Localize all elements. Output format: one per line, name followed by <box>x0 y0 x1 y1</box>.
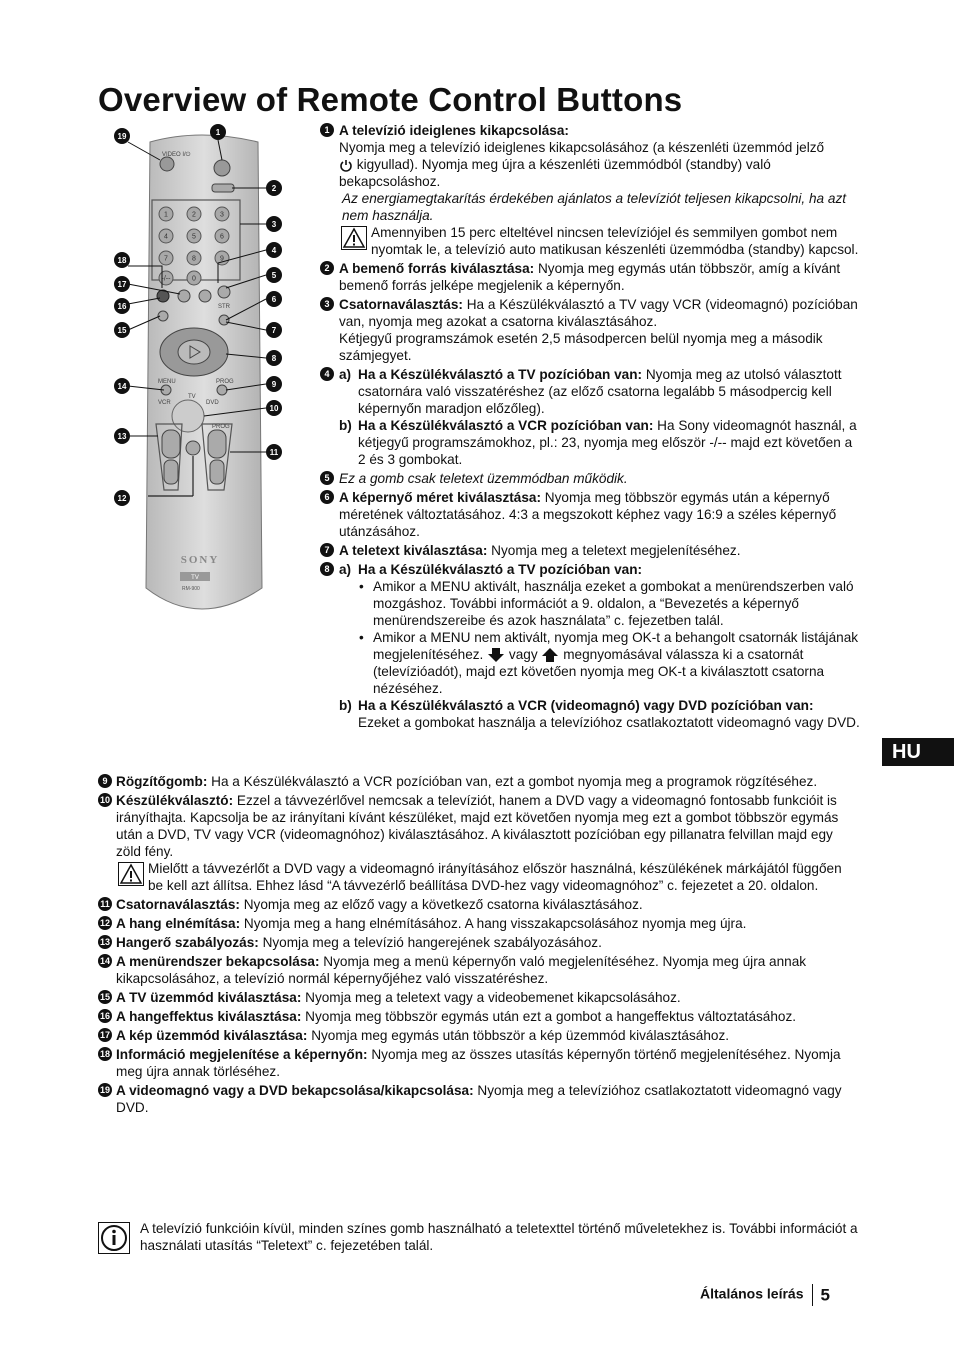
callout-number: 18 <box>117 256 127 265</box>
digit-label: -/-- <box>161 275 171 283</box>
item-heading: Hangerő szabályozás: <box>116 935 259 950</box>
remote-label-vcr: VCR <box>158 400 171 406</box>
remote-label-prog-top: PROG <box>216 379 234 385</box>
digit-label: 7 <box>164 255 168 263</box>
callout-number: 8 <box>271 354 277 363</box>
item-text: Nyomja meg többször egymás után ezt a gombot a hangeffektus változtatásához. <box>305 1009 797 1024</box>
callout-number: 13 <box>117 432 127 441</box>
item-15 <box>98 989 860 1006</box>
callout-number: 9 <box>271 380 277 389</box>
remote-label-video: VIDEO I/⏻ <box>162 152 191 158</box>
item-text: Nyomja meg többször egymás után a képernyő méretének változtatásához. 4:3 a megszokott képhez vagy 16:9 a széles képernyő utánzásához. <box>339 490 837 539</box>
bullet-item: • Amikor a MENU nem aktivált, nyomja meg OK-t a behangolt csatornák listájának megjelenítéséhez. vagy megnyomásával válassza ki a csatornát (televízióadót), majd ezt követően nyomja meg OK-t a kiválasztott csatorna nézéséhez. <box>357 629 860 697</box>
item-12 <box>98 915 860 932</box>
language-tab: HU <box>882 738 954 766</box>
item-text: Nyomja meg a menü képernyőn való megjelenítéséhez. Nyomja meg újra annak kikapcsolásához, a televízió normál képernyőjéhez való visszatéréshez. <box>116 954 807 986</box>
item-text: Nyomja meg a televízió hangerejének szabályozásához. <box>262 935 602 950</box>
item-text: Nyomja meg a teletext megjelenítéséhez. <box>491 543 741 558</box>
item-number: 10 <box>99 795 110 805</box>
callout-number: 7 <box>271 326 277 335</box>
page-number: 5 <box>820 1285 830 1305</box>
item-heading: Csatornaválasztás: <box>339 297 463 312</box>
warning-note: Mielőtt a távvezérlőt a DVD vagy a videomagnó irányításához először használná, készülékének márkájától függően be kell azt állítsa. Ehhez lásd “A távvezérlő beállítása DVD-hez vagy videomagnóhoz” c. fejezetet a 20. oldalon. <box>116 860 860 894</box>
info-icon <box>98 1222 130 1254</box>
item-heading: Információ megjelenítése a képernyőn: <box>116 1047 368 1062</box>
digit-label: 5 <box>192 233 196 241</box>
instructions-full-width <box>98 773 860 1118</box>
remote-label-tv: TV <box>188 394 196 400</box>
item-heading: Rögzítőgomb: <box>116 774 208 789</box>
remote-label-menu: MENU <box>158 379 176 385</box>
item-number: 11 <box>98 897 112 911</box>
item-6 <box>320 489 860 540</box>
remote-label-prog: PROG <box>212 424 230 430</box>
item-number: 16 <box>99 1011 110 1021</box>
item-number: 2 <box>320 261 334 275</box>
bullet-item: • Amikor a MENU aktivált, használja ezeket a gombokat a menürendszerben való mozgáshoz. További információt a 9. oldalon, a “Bevezetés a képernyő menürendszereibe és azok használata” c. fejezetben talál. <box>357 578 860 629</box>
callout-number: 6 <box>271 295 277 304</box>
item-text: Nyomja meg az előző vagy a következő csatorna kiválasztásához. <box>243 897 643 912</box>
item-heading: A kép üzemmód kiválasztása: <box>116 1028 308 1043</box>
callout-number: 19 <box>117 132 127 141</box>
remote-label-dvd: DVD <box>206 400 219 406</box>
callout-number: 12 <box>117 494 127 503</box>
item-heading: A bemenő forrás kiválasztása: <box>339 261 535 276</box>
item-text: Nyomja meg az összes utasítás képernyőn történő megjelenítéséhez. Nyomja meg újra annak törléséhez. <box>116 1047 841 1079</box>
item-heading: A képernyő méret kiválasztása: <box>339 490 541 505</box>
item-text: Kétjegyű programszámok esetén 2,5 másodpercen belül nyomja meg a második számjegyet. <box>339 331 823 363</box>
digit-label: 6 <box>220 233 224 241</box>
arrow-down-icon <box>487 648 505 662</box>
item-1 <box>320 122 860 258</box>
item-number: 14 <box>99 956 110 966</box>
digit-label: 8 <box>192 255 196 263</box>
item-4 <box>320 366 860 468</box>
digit-label: 1 <box>164 211 168 219</box>
warning-icon <box>118 862 144 886</box>
remote-model: RM-900 <box>182 586 200 592</box>
callout-number: 15 <box>117 326 127 335</box>
item-8 <box>320 561 860 731</box>
item-3 <box>320 296 860 364</box>
callout-number: 3 <box>271 220 277 229</box>
item-number: 19 <box>99 1085 110 1095</box>
item-heading: A teletext kiválasztása: <box>339 543 488 558</box>
item-italic-note: Az energiamegtakarítás érdekében ajánlatos a televíziót teljesen kikapcsolni, ha azt nem használja. <box>342 191 847 223</box>
item-18 <box>98 1046 860 1080</box>
footer-divider <box>812 1284 813 1306</box>
item-14 <box>98 953 860 987</box>
item-number: 1 <box>320 123 334 137</box>
section-name: Általános leírás <box>700 1285 804 1302</box>
item-heading: A TV üzemmód kiválasztása: <box>116 990 302 1005</box>
page-footer <box>700 1284 830 1306</box>
callout-number: 11 <box>269 448 279 457</box>
callout-number: 5 <box>271 271 277 280</box>
item-number: 13 <box>99 937 110 947</box>
item-13 <box>98 934 860 951</box>
item-17 <box>98 1027 860 1044</box>
callout-number: 10 <box>269 404 279 413</box>
sub-item-a: a) Ha a Készülékválasztó a TV pozícióban van: <box>339 562 643 577</box>
warning-note: Amennyiben 15 perc elteltével nincsen televíziójel és semmilyen gombot nem nyomtak le, a televízió auto matikusan készenléti üzemmódba (standby) kapcsol. <box>339 224 860 258</box>
sub-item-a: a) Ha a Készülékválasztó a TV pozícióban van: Nyomja meg az utolsó választott csatornára való visszatéréshez (az előző csatorna legalább 5 másodpercig kell képernyőn maradjon előzőleg). <box>339 367 842 416</box>
item-16 <box>98 1008 860 1025</box>
item-number: 7 <box>320 543 334 557</box>
item-text: Nyomja meg a hang elnémításához. A hang visszakapcsolásához nyomja meg újra. <box>243 916 747 931</box>
callout-number: 2 <box>271 184 277 193</box>
callout-number: 16 <box>117 302 127 311</box>
item-heading: A videomagnó vagy a DVD bekapcsolása/kikapcsolása: <box>116 1083 474 1098</box>
info-note <box>98 1220 858 1254</box>
item-number: 15 <box>99 992 110 1002</box>
item-heading: Csatornaválasztás: <box>116 897 240 912</box>
digit-label: 9 <box>220 255 224 263</box>
item-number: 8 <box>320 562 334 576</box>
warning-icon <box>341 226 367 250</box>
item-number: 9 <box>98 774 112 788</box>
sub-item-b: b) Ha a Készülékválasztó a VCR (videomagnó) vagy DVD pozícióban van: Ezeket a gombokat használja a televízióhoz csatlakoztatott videomagnó vagy DVD. <box>339 698 860 730</box>
item-number: 4 <box>320 367 334 381</box>
item-text: Ezzel a távvezérlővel nemcsak a televíziót, hanem a DVD vagy a videomagnó fontosabb funkcióit is irányíthajta. Kapcsolja be az irányítani kívánt készüléket, majd ezt követően nyomja meg ezt a gombot többször egymás után a DVD, TV vagy VCR (videomagnóhoz) kiválasztásához. A kiválasztott pozícióban egy pillanatra felvillan majd egy zöld fény. <box>116 793 839 859</box>
item-text: Nyomja meg a televízióhoz csatlakoztatott videomagnó vagy DVD. <box>116 1083 842 1115</box>
digit-label: 0 <box>192 275 196 283</box>
item-7 <box>320 542 860 559</box>
item-number: 5 <box>320 471 334 485</box>
remote-control-illustration <box>108 118 308 638</box>
item-19 <box>98 1082 860 1116</box>
item-number: 6 <box>320 490 334 504</box>
info-note-text: A televízió funkcióin kívül, minden színes gomb használható a teletexttel történő műveletekhez is. További információt a használati utasítás “Teletext” c. fejezetében talál. <box>140 1221 858 1253</box>
item-2 <box>320 260 860 294</box>
item-heading: A hang elnémítása: <box>116 916 241 931</box>
item-number: 17 <box>99 1030 110 1040</box>
item-number: 18 <box>99 1049 110 1059</box>
arrow-up-icon <box>541 648 559 662</box>
digit-label: 4 <box>164 233 168 241</box>
item-9 <box>98 773 860 790</box>
callout-number: 4 <box>271 246 277 255</box>
item-10 <box>98 792 860 894</box>
item-11 <box>98 896 860 913</box>
item-heading: A televízió ideiglenes kikapcsolása: <box>339 123 569 138</box>
callout-number: 17 <box>117 280 127 289</box>
sub-item-b: b) Ha a Készülékválasztó a VCR pozícióban van: Ha Sony videomagnót használ, a kétjegyű programszámokhoz, pl.: 23, nyomja meg először -/-- majd ezt követően a 2 és 3 gombokat. <box>339 418 857 467</box>
item-text: Nyomja meg egymás után többször, amíg a kívánt bemenő forrás jelképe megjelenik a képernyőn. <box>339 261 841 293</box>
page-title: Overview of Remote Control Buttons <box>98 81 683 118</box>
item-number: 3 <box>320 297 334 311</box>
item-text: Ha a Készülékválasztó a TV vagy VCR (videomagnó) pozícióban van, nyomja meg azokat a csatorna kiválasztásához. <box>339 297 858 329</box>
item-heading: A menürendszer bekapcsolása: <box>116 954 320 969</box>
remote-label-str: STR <box>218 304 230 310</box>
callout-number: 1 <box>215 128 221 137</box>
item-text: Ez a gomb csak teletext üzemmódban működik. <box>339 471 628 486</box>
item-text: Ha a Készülékválasztó a VCR pozícióban van, ezt a gombot nyomja meg a programok rögzítéséhez. <box>211 774 818 789</box>
standby-icon <box>339 159 353 172</box>
instructions-column <box>320 122 860 733</box>
item-text: Nyomja meg a teletext vagy a videobemenet kikapcsolásához. <box>305 990 681 1005</box>
item-text: Nyomja meg egymás után többször a kép üzemmód kiválasztásához. <box>311 1028 730 1043</box>
item-heading: A hangeffektus kiválasztása: <box>116 1009 302 1024</box>
remote-brand: SONY <box>180 554 220 566</box>
item-number: 12 <box>99 918 110 928</box>
digit-label: 3 <box>220 211 224 219</box>
callout-number: 14 <box>117 382 127 391</box>
item-heading: Készülékválasztó: <box>116 793 234 808</box>
remote-badge: TV <box>191 575 199 581</box>
digit-label: 2 <box>192 211 196 219</box>
item-5 <box>320 470 860 487</box>
item-text: Nyomja meg a televízió ideiglenes kikapcsolásához (a készenléti üzemmód jelző kigyullad). Nyomja meg újra a készenléti üzemmódból (standby) való bekapcsoláshoz. <box>339 140 825 189</box>
